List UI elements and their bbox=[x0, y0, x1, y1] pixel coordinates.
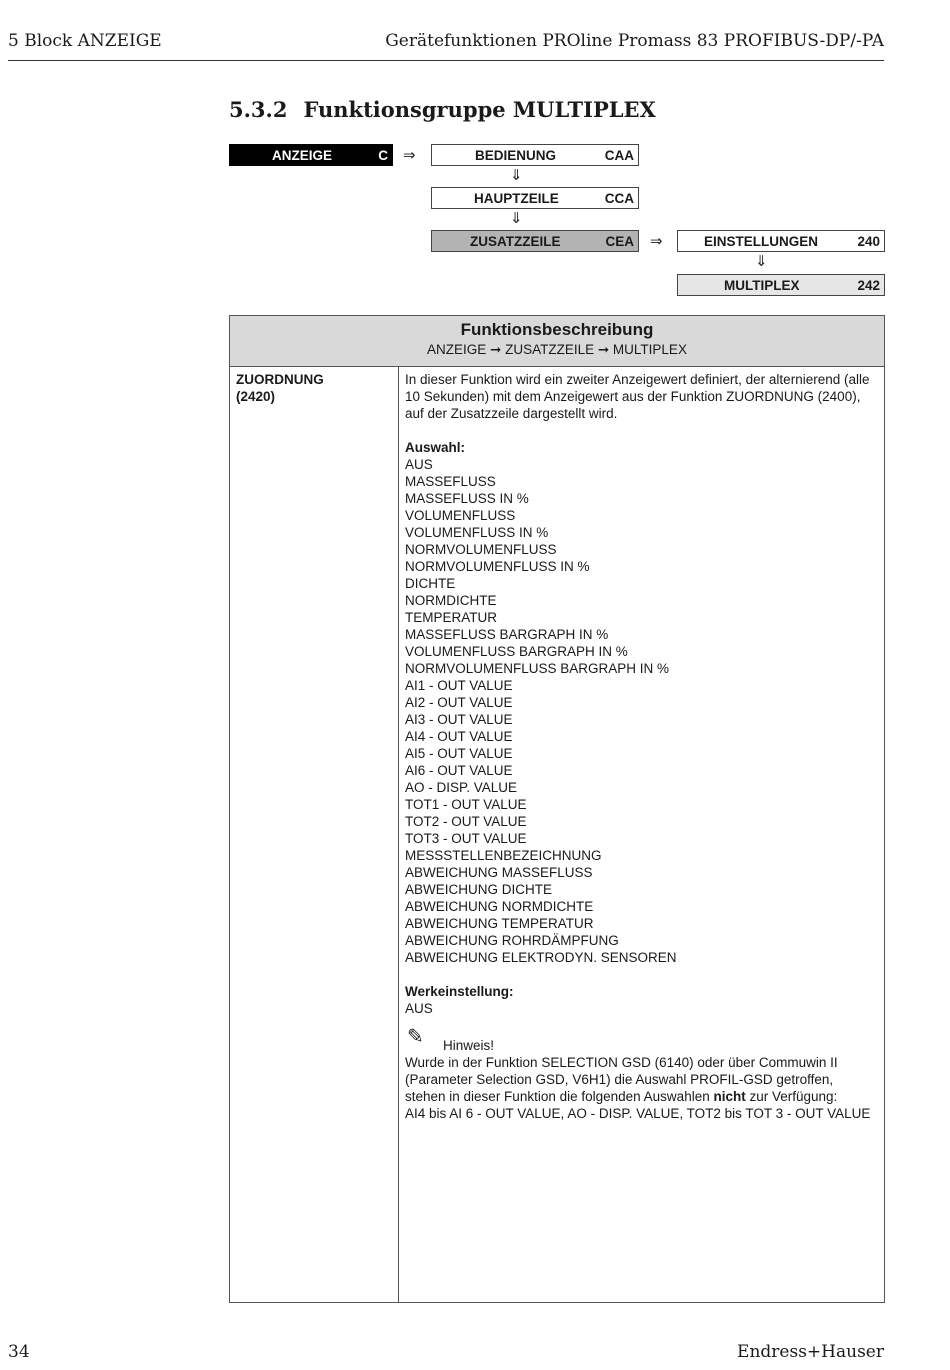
nav-group-label: BEDIENUNG bbox=[475, 148, 557, 163]
function-table bbox=[229, 315, 885, 1303]
hint-text-last: AI4 bis AI 6 - OUT VALUE, AO - DISP. VALUE, TOT2 bis TOT 3 - OUT VALUE bbox=[405, 1106, 871, 1121]
option-item: TOT1 - OUT VALUE bbox=[405, 797, 527, 812]
nav-subgroup-code: 242 bbox=[857, 278, 880, 293]
option-item: MASSEFLUSS IN % bbox=[405, 491, 529, 506]
option-item: VOLUMENFLUSS bbox=[405, 508, 516, 523]
option-item: ABWEICHUNG MASSEFLUSS bbox=[405, 865, 593, 880]
nav-subgroup-einstellungen[interactable] bbox=[677, 230, 885, 252]
section-title bbox=[229, 97, 656, 122]
option-item: AUS bbox=[405, 457, 433, 472]
function-name: ZUORDNUNG bbox=[236, 372, 324, 387]
option-item: AI3 - OUT VALUE bbox=[405, 712, 513, 727]
hint-text-after: zur Verfügung: bbox=[745, 1089, 838, 1104]
arrow-down-icon: ⇓ bbox=[510, 166, 523, 184]
nav-group-code: CCA bbox=[604, 191, 634, 206]
option-item: AI4 - OUT VALUE bbox=[405, 729, 513, 744]
option-item: ABWEICHUNG TEMPERATUR bbox=[405, 916, 594, 931]
table-header bbox=[230, 316, 884, 367]
function-code: (2420) bbox=[236, 389, 276, 404]
option-item: VOLUMENFLUSS BARGRAPH IN % bbox=[405, 644, 628, 659]
nav-group-code: CAA bbox=[604, 148, 634, 163]
option-item: VOLUMENFLUSS IN % bbox=[405, 525, 549, 540]
option-item: AI6 - OUT VALUE bbox=[405, 763, 513, 778]
column-divider bbox=[398, 366, 399, 1302]
function-description-cell bbox=[405, 371, 877, 1122]
option-item: NORMDICHTE bbox=[405, 593, 497, 608]
options-label: Auswahl: bbox=[405, 440, 466, 455]
table-path: ANZEIGE ➞ ZUSATZZEILE ➞ MULTIPLEX bbox=[427, 342, 687, 357]
hint-heading bbox=[405, 1024, 877, 1054]
hint-text bbox=[405, 1054, 877, 1105]
option-item: NORMVOLUMENFLUSS IN % bbox=[405, 559, 590, 574]
nav-block-anzeige[interactable] bbox=[229, 144, 393, 166]
option-item: MASSEFLUSS bbox=[405, 474, 496, 489]
option-item: NORMVOLUMENFLUSS bbox=[405, 542, 557, 557]
option-item: ABWEICHUNG NORMDICHTE bbox=[405, 899, 594, 914]
option-item: AO - DISP. VALUE bbox=[405, 780, 518, 795]
option-item: AI5 - OUT VALUE bbox=[405, 746, 513, 761]
option-item: TOT2 - OUT VALUE bbox=[405, 814, 527, 829]
nav-group-label: ZUSATZZEILE bbox=[470, 234, 561, 249]
option-item: MESSSTELLENBEZEICHNUNG bbox=[405, 848, 602, 863]
arrow-right-icon: ⇒ bbox=[650, 232, 663, 250]
nav-subgroup-label: EINSTELLUNGEN bbox=[704, 234, 819, 249]
option-item: ABWEICHUNG ELEKTRODYN. SENSOREN bbox=[405, 950, 677, 965]
option-item: ABWEICHUNG ROHRDÄMPFUNG bbox=[405, 933, 619, 948]
option-item: AI1 - OUT VALUE bbox=[405, 678, 513, 693]
option-item: ABWEICHUNG DICHTE bbox=[405, 882, 553, 897]
option-item: AI2 - OUT VALUE bbox=[405, 695, 513, 710]
nav-subgroup-code: 240 bbox=[857, 234, 880, 249]
nav-block-label: ANZEIGE bbox=[272, 148, 333, 163]
header-rule bbox=[8, 60, 884, 61]
nav-group-zusatzzeile[interactable] bbox=[431, 230, 639, 252]
hint-text-bold: nicht bbox=[713, 1089, 746, 1104]
options-list bbox=[405, 456, 877, 966]
running-header-right: Gerätefunktionen PROline Promass 83 PROFIBUS-DP/-PA bbox=[385, 31, 884, 51]
hint-label: Hinweis! bbox=[443, 1038, 495, 1053]
arrow-down-icon: ⇓ bbox=[510, 209, 523, 227]
option-item: TOT3 - OUT VALUE bbox=[405, 831, 527, 846]
running-header-left: 5 Block ANZEIGE bbox=[8, 31, 162, 51]
nav-subgroup-multiplex[interactable] bbox=[677, 274, 885, 296]
brand-name: Endress+Hauser bbox=[737, 1342, 884, 1362]
hint-text-before: Wurde in der Funktion SELECTION GSD (6140) oder über Commuwin II (Parameter Selection GSD, V6H1) die Auswahl PROFIL-GSD getroffen, stehen in dieser Funktion die folgenden Auswahlen bbox=[405, 1055, 838, 1104]
option-item: DICHTE bbox=[405, 576, 456, 591]
description-intro: In dieser Funktion wird ein zweiter Anzeigewert definiert, der alternierend (alle 10 Sekunden) mit dem Anzeigewert aus der Funktion ZUORDNUNG (2400), auf der Zusatzzeile dargestellt wird. bbox=[405, 372, 870, 421]
nav-group-bedienung[interactable] bbox=[431, 144, 639, 166]
function-name-cell bbox=[236, 371, 324, 405]
section-number: 5.3.2 bbox=[229, 97, 288, 122]
nav-group-hauptzeile[interactable] bbox=[431, 187, 639, 209]
section-heading: Funktionsgruppe MULTIPLEX bbox=[303, 97, 656, 122]
page-number: 34 bbox=[8, 1342, 30, 1362]
nav-block-code: C bbox=[378, 148, 388, 163]
nav-group-code: CEA bbox=[605, 234, 634, 249]
option-item: MASSEFLUSS BARGRAPH IN % bbox=[405, 627, 609, 642]
default-label: Werkeinstellung: bbox=[405, 984, 514, 999]
pencil-icon: ✎ bbox=[407, 1024, 424, 1048]
nav-subgroup-label: MULTIPLEX bbox=[724, 278, 800, 293]
option-item: TEMPERATUR bbox=[405, 610, 498, 625]
option-item: NORMVOLUMENFLUSS BARGRAPH IN % bbox=[405, 661, 670, 676]
arrow-down-icon: ⇓ bbox=[755, 252, 768, 270]
nav-group-label: HAUPTZEILE bbox=[474, 191, 559, 206]
table-title: Funktionsbeschreibung bbox=[460, 320, 654, 339]
default-value: AUS bbox=[405, 1001, 433, 1016]
arrow-right-icon: ⇒ bbox=[403, 146, 416, 164]
